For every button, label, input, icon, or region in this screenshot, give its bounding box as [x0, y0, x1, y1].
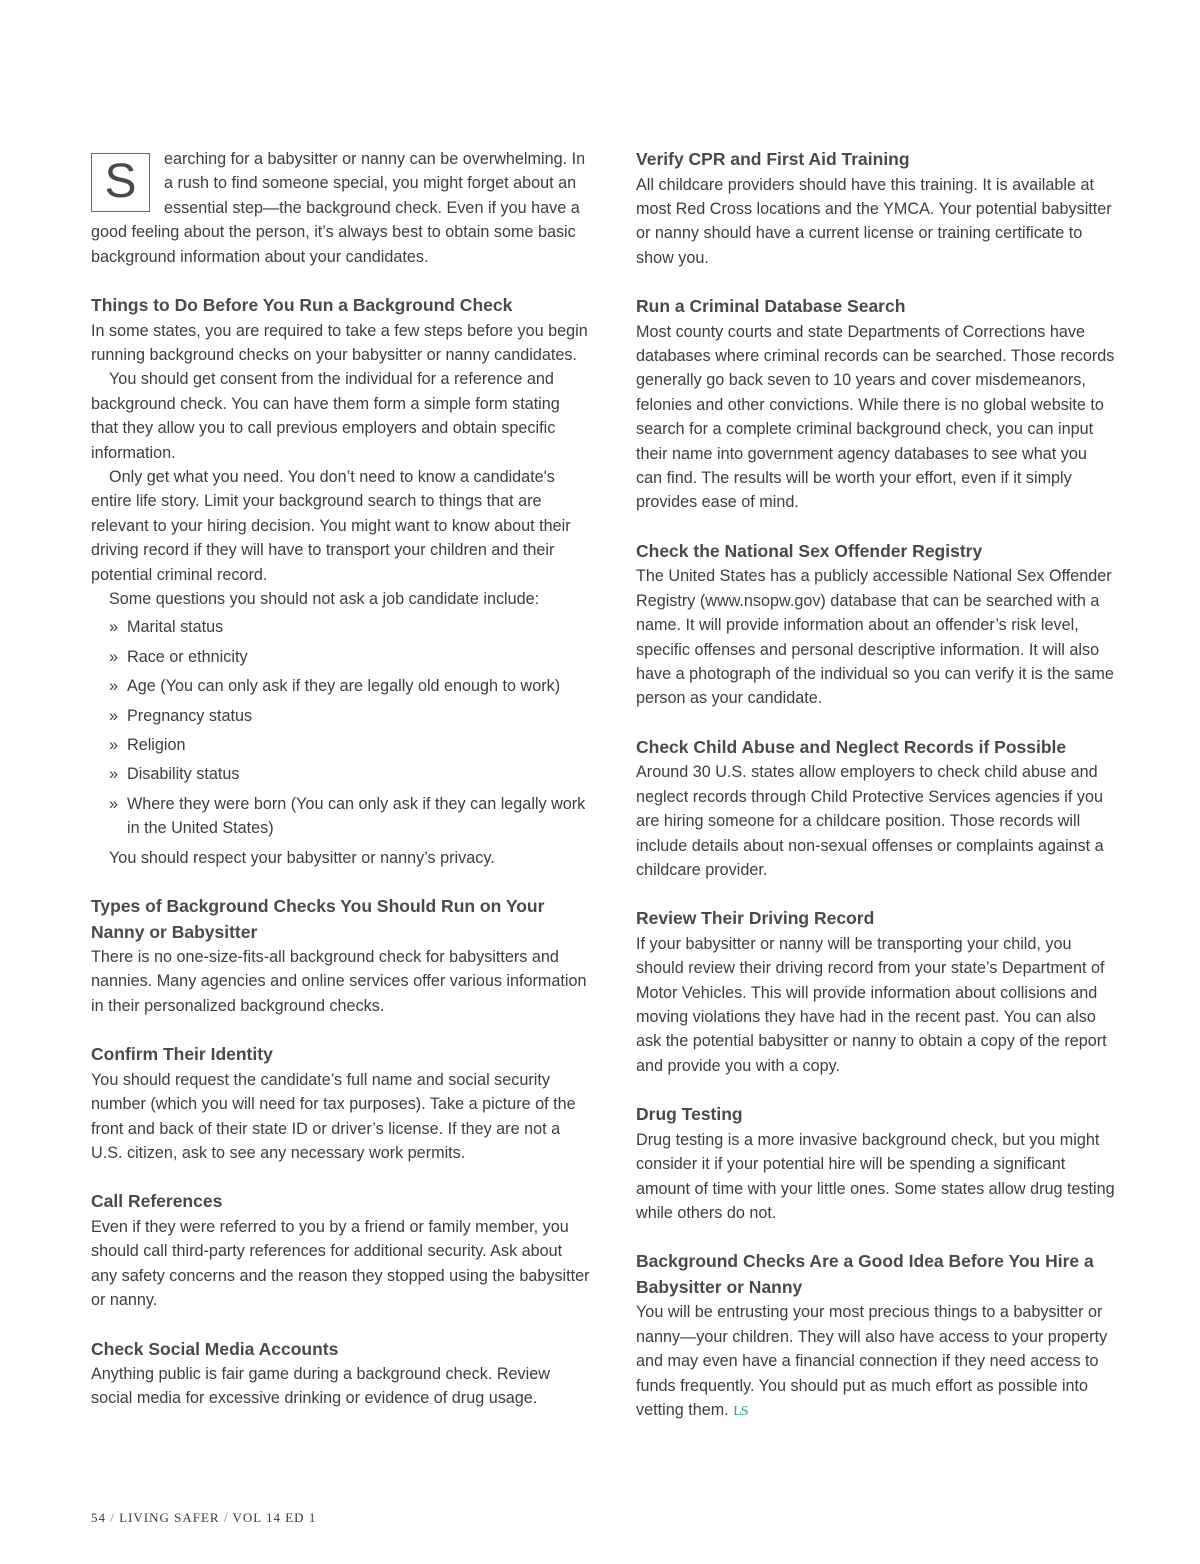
- paragraph: You should request the candidate’s full name and social security number (which you will need for tax purposes). Take a picture of the front and back of their state ID or driver’s license. If they are not a U.S. citizen, ask to see any necessary work permits.: [91, 1070, 576, 1162]
- section-heading: Types of Background Checks You Should Run on Your Nanny or Babysitter: [91, 896, 545, 942]
- paragraph: In some states, you are required to take a few steps before you begin running background checks on your babysitter or nanny candidates.: [91, 321, 588, 364]
- paragraph: Most county courts and state Departments of Corrections have databases where criminal records can be searched. Those records generally go back seven to 10 years and cover misdemeanors, felonies and other convictions. While there is no global website to search for a complete criminal background check, you can input their name into government agency databases to see what you can find. The results will be worth your effort, even if it simply provides ease of mind.: [636, 322, 1115, 512]
- paragraph: Only get what you need. You don’t need to know a candidate's entire life story. Limit your background search to things that are relevant to your hiring decision. You might want to know about their driving record if they will have to transport your children and their potential criminal record.: [91, 467, 571, 584]
- section-heading: Things to Do Before You Run a Background Check: [91, 295, 513, 316]
- section-heading: Review Their Driving Record: [636, 908, 875, 929]
- paragraph: The United States has a publicly accessible National Sex Offender Registry (www.nsopw.gov) database that can be searched with a name. It will provide information about an offender’s risk level, specific offenses and personal descriptive information. It will also have a photograph of the individual so you can verify it is the same person as your candidate.: [636, 567, 1114, 708]
- footer-separator: /: [223, 1510, 229, 1525]
- section-heading: Background Checks Are a Good Idea Before You Hire a Babysitter or Nanny: [636, 1251, 1094, 1297]
- section-heading: Confirm Their Identity: [91, 1044, 273, 1065]
- paragraph: You should get consent from the individual for a reference and background check. You can have them form a simple form stating that they allow you to call previous employers and obtain specific information.: [91, 370, 560, 462]
- questions-list: [109, 615, 591, 840]
- section-heading: Run a Criminal Database Search: [636, 296, 906, 317]
- bullet-icon: »: [109, 706, 119, 725]
- paragraph: You should respect your babysitter or nanny’s privacy.: [109, 848, 495, 867]
- section-heading: Call References: [91, 1191, 223, 1212]
- end-mark-icon: LS: [733, 1404, 748, 1420]
- drop-cap: S: [91, 153, 150, 212]
- paragraph: If your babysitter or nanny will be transporting your child, you should review their driving record from your state’s Department of Motor Vehicles. This will provide information about collisions and moving violations they have had in the recent past. You can also ask the potential babysitter or nanny to obtain a copy of the report and provide you with a copy.: [636, 934, 1107, 1075]
- page-number: 54: [91, 1510, 106, 1525]
- bullet-icon: »: [109, 765, 119, 784]
- section-before-check: [91, 293, 591, 870]
- intro-text: earching for a babysitter or nanny can be overwhelming. In a rush to find someone special, you might forget about an essential step—the background check. Even if you have a good feeling about the person, it’s always best to obtain some basic background information about your candidates.: [91, 150, 586, 266]
- list-item: » Religion: [109, 733, 591, 757]
- section-child-abuse-records: [636, 735, 1116, 883]
- section-types-of-checks: [91, 894, 591, 1018]
- paragraph: Even if they were referred to you by a friend or family member, you should call third-party references for additional security. Ask about any safety concerns and the reason they stopped using the babysitter or nanny.: [91, 1217, 590, 1310]
- section-driving-record: [636, 906, 1116, 1078]
- intro-paragraph: [91, 147, 591, 269]
- page-footer: [91, 1510, 316, 1526]
- section-cpr-training: [636, 147, 1116, 270]
- paragraph: There is no one-size-fits-all background check for babysitters and nannies. Many agencies and online services offer various information in their personalized background checks.: [91, 948, 587, 1015]
- paragraph: Drug testing is a more invasive background check, but you might consider it if your potential hire will be spending a significant amount of time with your little ones. Some states allow drug testing while others do not.: [636, 1130, 1115, 1222]
- section-heading: Drug Testing: [636, 1104, 743, 1125]
- section-sex-offender-registry: [636, 539, 1116, 711]
- section-conclusion: [636, 1249, 1116, 1424]
- bullet-icon: »: [109, 618, 119, 637]
- paragraph: Some questions you should not ask a job candidate include:: [109, 590, 540, 608]
- section-heading: Check Child Abuse and Neglect Records if Possible: [636, 736, 1067, 757]
- section-drug-testing: [636, 1102, 1116, 1225]
- right-column: [636, 147, 1116, 1448]
- section-criminal-search: [636, 294, 1116, 515]
- bullet-icon: »: [109, 736, 119, 755]
- list-item: » Pregnancy status: [109, 704, 591, 728]
- section-heading: Check the National Sex Offender Registry: [636, 540, 983, 561]
- list-item: » Where they were born (You can only ask if they can legally work in the United States): [109, 792, 591, 841]
- footer-separator: /: [110, 1510, 115, 1525]
- section-social-media: [91, 1337, 591, 1411]
- issue-label: VOL 14 ED 1: [232, 1510, 317, 1525]
- section-heading: Verify CPR and First Aid Training: [636, 149, 910, 169]
- paragraph: You will be entrusting your most precious things to a babysitter or nanny—your children. They will also have access to your property and may even have a financial connection if they need access to funds frequently. You should put as much effort as possible into vetting them. LS: [636, 1303, 1108, 1420]
- paragraph: Anything public is fair game during a background check. Review social media for excessive drinking or evidence of drug usage.: [91, 1365, 550, 1408]
- section-heading: Check Social Media Accounts: [91, 1338, 339, 1359]
- section-call-references: [91, 1189, 591, 1312]
- paragraph: All childcare providers should have this training. It is available at most Red Cross locations and the YMCA. Your potential babysitter or nanny should have a current license or training certificate to show you.: [636, 175, 1112, 267]
- list-item: » Marital status: [109, 615, 591, 639]
- paragraph: Around 30 U.S. states allow employers to check child abuse and neglect records through Child Protective Services agencies if you are hiring someone for a childcare position. Those records will include details about non-sexual offenses or complaints against a childcare provider.: [636, 763, 1104, 879]
- list-item: » Age (You can only ask if they are legally old enough to work): [109, 674, 591, 698]
- section-confirm-identity: [91, 1042, 591, 1165]
- bullet-icon: »: [109, 647, 119, 666]
- list-item: » Race or ethnicity: [109, 645, 591, 669]
- bullet-icon: »: [109, 794, 119, 813]
- list-item: » Disability status: [109, 762, 591, 786]
- magazine-name: LIVING SAFER: [119, 1510, 220, 1525]
- left-column: [91, 147, 591, 1435]
- bullet-icon: »: [109, 677, 119, 696]
